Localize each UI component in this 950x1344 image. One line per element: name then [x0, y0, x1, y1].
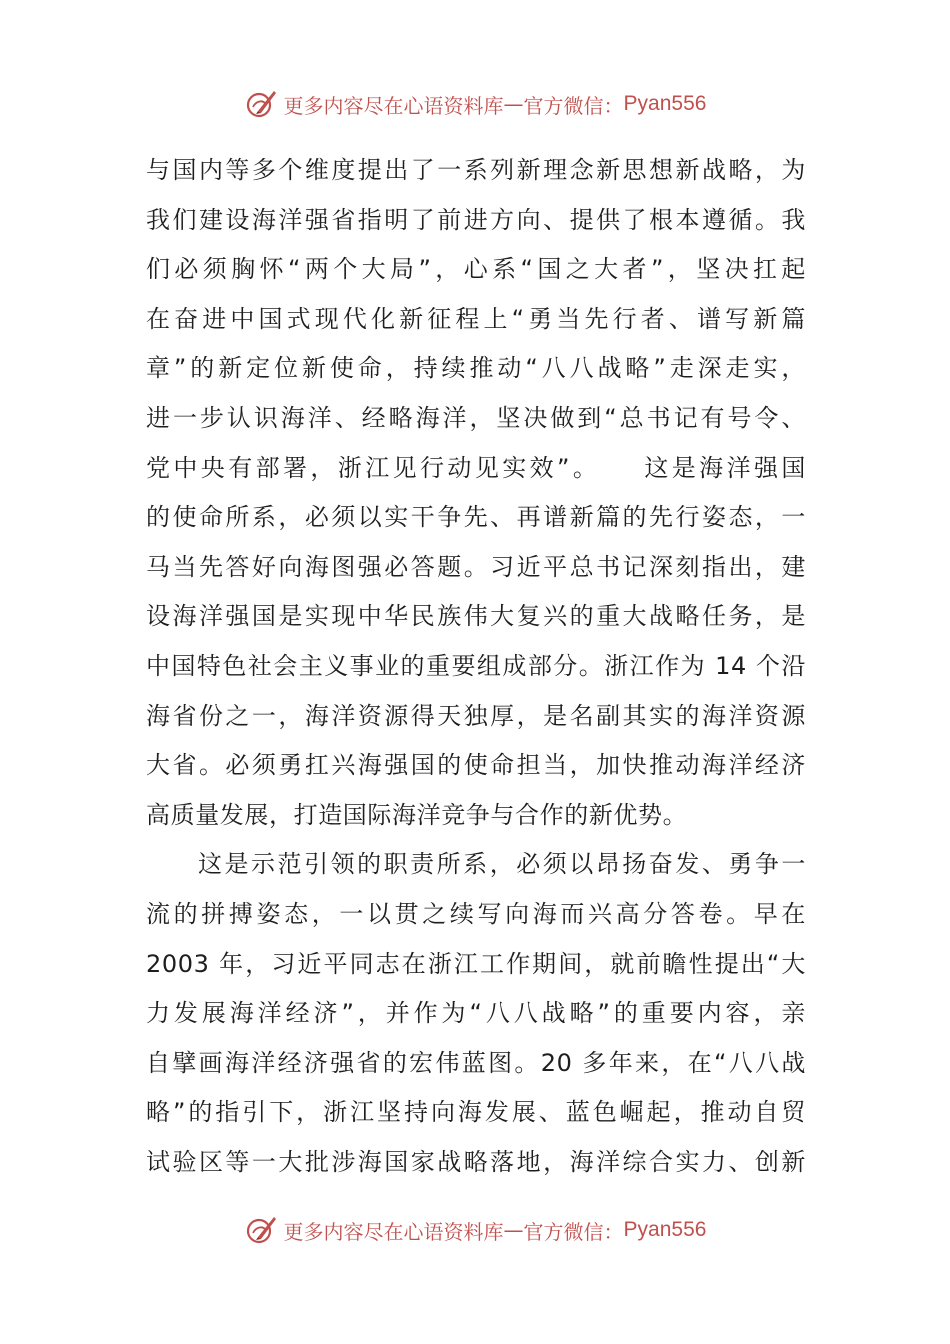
banner-separator: —	[503, 92, 524, 116]
banner-wechat-id: Pyan556	[623, 1218, 707, 1241]
body-line: 力发展海洋经济”，并作为“八八战略”的重要内容，亲	[146, 999, 806, 1028]
pen-logo-icon	[244, 1213, 278, 1247]
body-line: 海省份之一，海洋资源得天独厚，是名副其实的海洋资源	[146, 701, 806, 730]
body-line: 与国内等多个维度提出了一系列新理念新思想新战略，为	[146, 156, 806, 184]
body-line: 马当先答好向海图强必答题。习近平总书记深刻指出，建	[146, 552, 806, 581]
footer-banner	[0, 1210, 950, 1250]
header-banner	[0, 84, 950, 124]
document-body	[146, 146, 806, 1187]
body-line: 进一步认识海洋、经略海洋，坚决做到“总书记有号令、	[146, 403, 806, 432]
body-line: 2003 年，习近平同志在浙江工作期间，就前瞻性提出“大	[146, 949, 806, 978]
body-line: 党中央有部署，浙江见行动见实效”。 这是海洋强国	[146, 453, 806, 482]
body-line: 中国特色社会主义事业的重要组成部分。浙江作为 14 个沿	[146, 651, 806, 680]
body-line: 在奋进中国式现代化新征程上“勇当先行者、谱写新篇	[146, 304, 806, 333]
body-line: 我们建设海洋强省指明了前进方向、提供了根本遵循。我	[146, 205, 806, 234]
banner-title: 更多内容尽在心语资料库	[283, 93, 504, 118]
banner-title: 更多内容尽在心语资料库	[283, 1219, 504, 1244]
body-line: 自擘画海洋经济强省的宏伟蓝图。20 多年来，在“八八战	[146, 1048, 806, 1077]
body-line: 高质量发展，打造国际海洋竞争与合作的新优势。	[146, 800, 688, 829]
banner-contact-label: 官方微信：	[523, 1219, 624, 1244]
body-line: 们必须胸怀“两个大局”，心系“国之大者”，坚决扛起	[146, 255, 806, 284]
body-line: 大省。必须勇扛兴海强国的使命担当，加快推动海洋经济	[146, 751, 806, 780]
body-line: 略”的指引下，浙江坚持向海发展、蓝色崛起，推动自贸	[146, 1098, 806, 1127]
body-line-indented: 这是示范引领的职责所系，必须以昂扬奋发、勇争一	[198, 850, 806, 879]
banner-wechat-id: Pyan556	[623, 92, 707, 115]
body-line: 章”的新定位新使命，持续推动“八八战略”走深走实，	[146, 354, 806, 383]
banner-separator: —	[503, 1218, 524, 1242]
body-line: 的使命所系，必须以实干争先、再谱新篇的先行姿态，一	[146, 503, 806, 532]
body-line: 流的拼搏姿态，一以贯之续写向海而兴高分答卷。早在	[146, 899, 806, 928]
body-line: 设海洋强国是实现中华民族伟大复兴的重大战略任务，是	[146, 602, 806, 631]
banner-contact-label: 官方微信：	[523, 93, 624, 118]
pen-logo-icon	[244, 87, 278, 121]
body-line: 试验区等一大批涉海国家战略落地，海洋综合实力、创新	[146, 1147, 806, 1176]
